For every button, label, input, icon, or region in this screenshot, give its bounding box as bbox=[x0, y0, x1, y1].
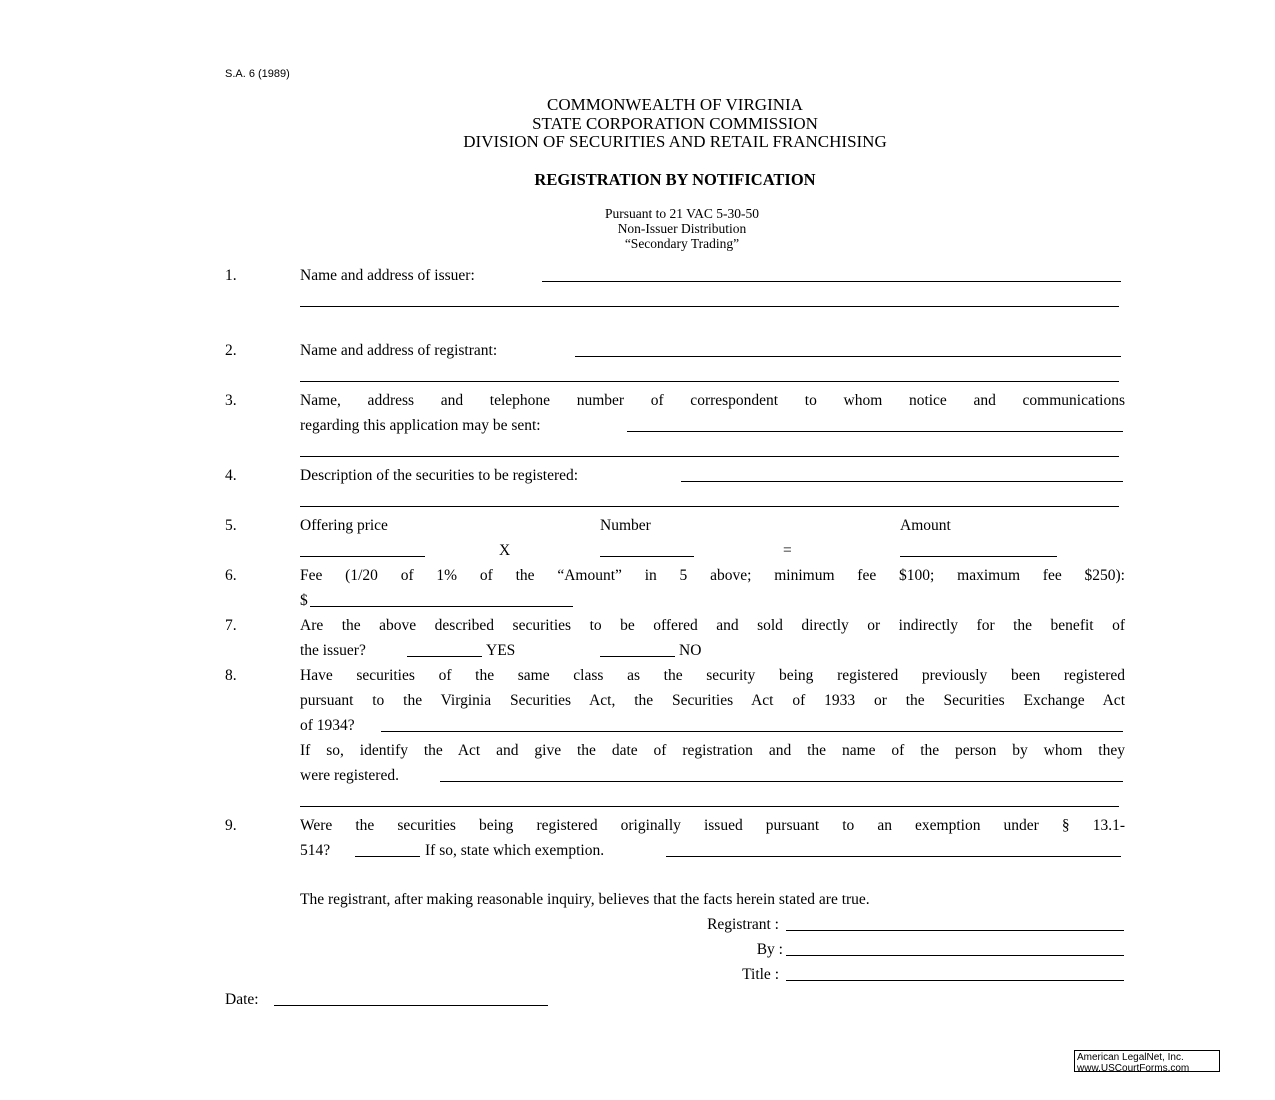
yes-label: YES bbox=[486, 642, 516, 659]
issuer-field-line-1[interactable] bbox=[542, 281, 1121, 282]
amount-label: Amount bbox=[900, 517, 951, 534]
title-field[interactable] bbox=[786, 980, 1124, 981]
registrant-field-line-1[interactable] bbox=[575, 356, 1121, 357]
item-8-label-line-2: pursuant to the Virginia Securities Act, the Securities Act of 1933 or the Securities Exchange Act bbox=[300, 692, 1125, 709]
certification-statement: The registrant, after making reasonable inquiry, believes that the facts herein stated are true. bbox=[300, 891, 870, 908]
form-title: REGISTRATION BY NOTIFICATION bbox=[534, 170, 816, 189]
multiply-sign: X bbox=[499, 542, 511, 559]
issuer-field-line-2[interactable] bbox=[300, 306, 1119, 307]
footer-line-1: American LegalNet, Inc. bbox=[1077, 1052, 1184, 1063]
by-field[interactable] bbox=[786, 955, 1124, 956]
no-field[interactable] bbox=[600, 656, 675, 657]
header-line-1: COMMONWEALTH OF VIRGINIA bbox=[547, 95, 803, 114]
item-8-label-line-1: Have securities of the same class as the security being registered previously been registered bbox=[300, 667, 1125, 684]
number-label: Number bbox=[600, 517, 651, 534]
no-label: NO bbox=[679, 642, 702, 659]
item-7-label-line-1: Are the above described securities to be offered and sold directly or indirectly for the benefit of bbox=[300, 617, 1125, 634]
item-9-number: 9. bbox=[225, 817, 237, 834]
item-4-number: 4. bbox=[225, 467, 237, 484]
item-2-number: 2. bbox=[225, 342, 237, 359]
title-label: Title : bbox=[742, 966, 779, 983]
securities-description-line-1[interactable] bbox=[681, 481, 1123, 482]
date-field[interactable] bbox=[274, 1005, 548, 1006]
exemption-field[interactable] bbox=[355, 856, 420, 857]
header-line-3: DIVISION OF SECURITIES AND RETAIL FRANCHISING bbox=[463, 132, 887, 151]
item-7-label-line-2: the issuer? bbox=[300, 642, 366, 659]
prior-registration-field[interactable] bbox=[381, 731, 1123, 732]
registrant-field-line-2[interactable] bbox=[300, 381, 1119, 382]
amount-field[interactable] bbox=[900, 556, 1057, 557]
exemption-type-field[interactable] bbox=[666, 856, 1121, 857]
registrant-signature-field[interactable] bbox=[786, 930, 1124, 931]
item-9-label-line-2b: If so, state which exemption. bbox=[425, 842, 605, 859]
item-6-number: 6. bbox=[225, 567, 237, 584]
item-7-number: 7. bbox=[225, 617, 237, 634]
item-5-number: 5. bbox=[225, 517, 237, 534]
form-code: S.A. 6 (1989) bbox=[225, 68, 290, 80]
item-6-label: Fee (1/20 of 1% of the “Amount” in 5 above; minimum fee $100; maximum fee $250): bbox=[300, 567, 1125, 584]
item-3-number: 3. bbox=[225, 392, 237, 409]
subtitle-line-1: Pursuant to 21 VAC 5-30-50 bbox=[604, 206, 759, 221]
subtitle-line-2: Non-Issuer Distribution bbox=[617, 221, 747, 236]
item-1-number: 1. bbox=[225, 267, 237, 284]
item-8-label-line-4: If so, identify the Act and give the date of registration and the name of the person by whom they bbox=[300, 742, 1125, 759]
item-9-label-line-1: Were the securities being registered originally issued pursuant to an exemption under § 13.1- bbox=[300, 817, 1125, 834]
offering-price-label: Offering price bbox=[300, 517, 388, 534]
item-2-label: Name and address of registrant: bbox=[300, 342, 498, 359]
subtitle-line-3: “Secondary Trading” bbox=[624, 236, 740, 251]
registration-details-line-2[interactable] bbox=[300, 806, 1119, 807]
registrant-signature-label: Registrant : bbox=[707, 916, 779, 933]
header-line-2: STATE CORPORATION COMMISSION bbox=[532, 114, 818, 133]
offering-price-field[interactable] bbox=[300, 556, 425, 557]
footer-line-2: www.USCourtForms.com bbox=[1077, 1063, 1190, 1074]
item-8-number: 8. bbox=[225, 667, 237, 684]
footer-attribution bbox=[1074, 1050, 1220, 1072]
correspondent-field-line-1[interactable] bbox=[627, 431, 1123, 432]
item-1-label: Name and address of issuer: bbox=[300, 267, 475, 284]
item-3-label-line-2: regarding this application may be sent: bbox=[300, 417, 541, 434]
securities-description-line-2[interactable] bbox=[300, 506, 1119, 507]
item-8-label-line-3: of 1934? bbox=[300, 717, 355, 734]
fee-dollar-sign: $ bbox=[300, 592, 308, 609]
item-8-label-line-5: were registered. bbox=[300, 767, 399, 784]
number-field[interactable] bbox=[600, 556, 694, 557]
equals-sign: = bbox=[783, 542, 792, 559]
item-4-label: Description of the securities to be registered: bbox=[300, 467, 579, 484]
item-9-label-line-2a: 514? bbox=[300, 842, 331, 859]
item-3-label-line-1: Name, address and telephone number of correspondent to whom notice and communications bbox=[300, 392, 1125, 409]
correspondent-field-line-2[interactable] bbox=[300, 456, 1119, 457]
by-label: By : bbox=[756, 941, 783, 958]
date-label: Date: bbox=[225, 991, 259, 1008]
registration-details-line-1[interactable] bbox=[440, 781, 1123, 782]
fee-field[interactable] bbox=[310, 606, 573, 607]
yes-field[interactable] bbox=[407, 656, 482, 657]
